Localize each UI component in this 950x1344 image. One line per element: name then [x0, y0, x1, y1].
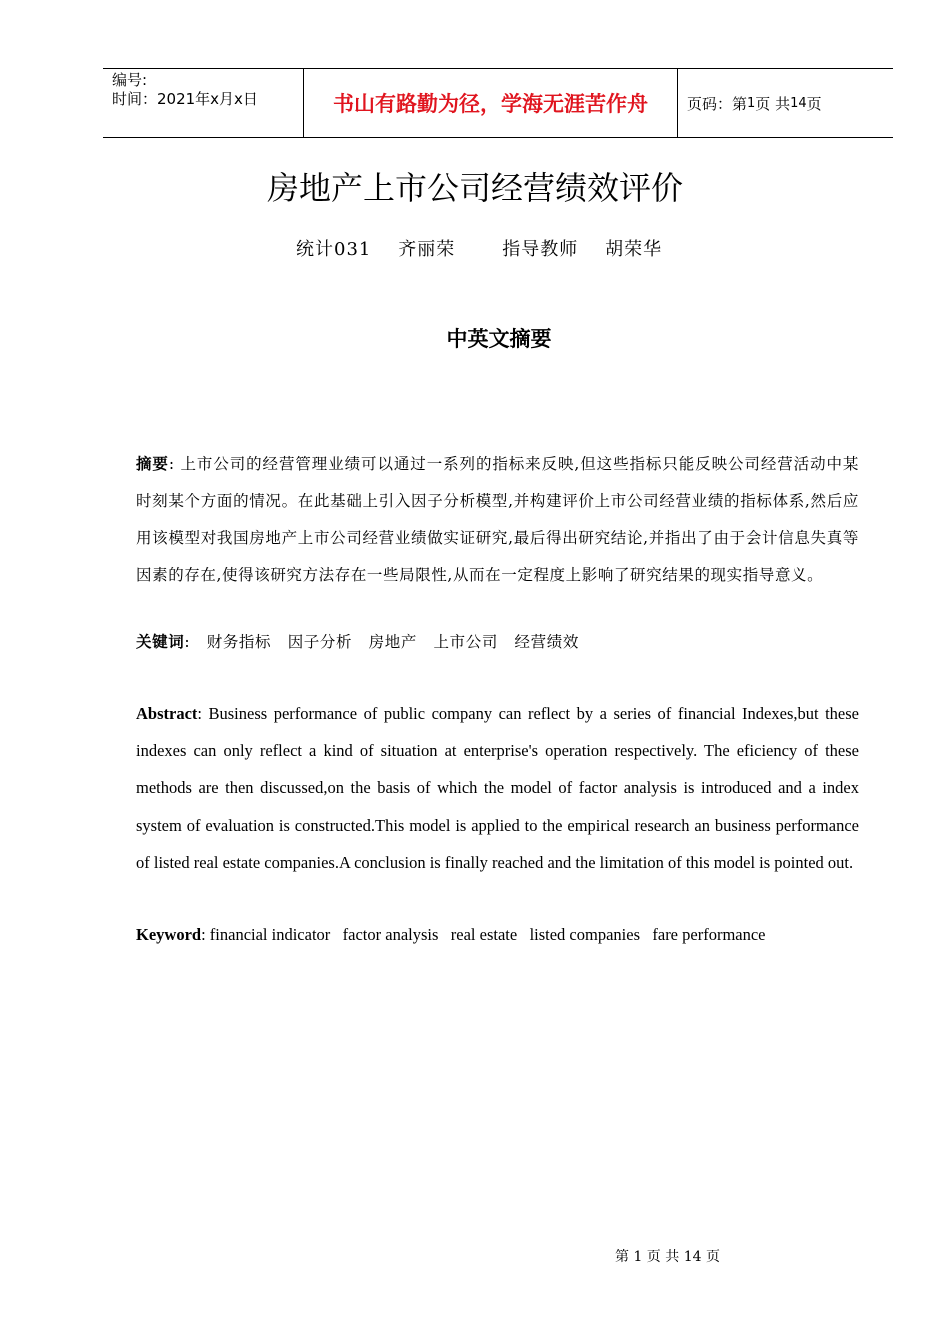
page-footer: 第 1 页 共 14 页: [615, 1249, 720, 1265]
section-heading: 中英文摘要: [446, 327, 552, 351]
page-number: 1: [747, 95, 756, 111]
keywords-en-label: Keyword: [136, 925, 202, 944]
abstract-english: [136, 695, 859, 881]
keywords-en-text: : financial indicator factor analysis real estate listed companies fare performance: [201, 925, 766, 944]
abstract-cn-label: 摘要: [136, 455, 169, 473]
page-mid: 页 共: [755, 94, 791, 113]
page-total: 14: [790, 95, 807, 111]
doc-number-label: 编号:: [112, 71, 148, 89]
abstract-chinese: [136, 446, 859, 594]
page-suffix: 页: [806, 94, 822, 113]
abstract-en-label: Abstract: [136, 704, 198, 723]
abstract-en-text: : Business performance of public company can reflect by a series of financial Indexes,but these indexes can only reflect a kind of situation at enterprise's operation respectively. The eficiency of these methods are then discussed,on the basis of which the model of factor analysis is introduced and a index system of evaluation is constructed.This model is applied to the empirical research an business performance of listed real estate companies.A conclusion is finally reached and the limitation of this model is pointed out.: [136, 704, 859, 872]
abstract-cn-text: : 上市公司的经营管理业绩可以通过一系列的指标来反映,但这些指标只能反映公司经营活动中某时刻某个方面的情况。在此基础上引入因子分析模型,并构建评价上市公司经营业绩的指标体系,然后应用该模型对我国房地产上市公司经营业绩做实证研究,最后得出研究结论,并指出了由于会计信息失真等因素的存在,使得该研究方法存在一些局限性,从而在一定程度上影响了研究结果的现实指导意义。: [136, 455, 859, 584]
doc-time-label: 时间：2021年x月x日: [112, 90, 258, 108]
keywords-cn-text: : 财务指标 因子分析 房地产 上市公司 经营绩效: [184, 633, 579, 651]
header-motto: 书山有路勤为径，学海无涯苦作舟: [333, 92, 648, 116]
page-prefix: 页码：第: [687, 94, 748, 113]
keywords-cn-label: 关键词: [136, 633, 185, 651]
header-divider: [677, 69, 678, 137]
document-title: 房地产上市公司经营绩效评价: [266, 169, 683, 207]
keywords-chinese: [136, 630, 579, 652]
author-line: 统计031 齐丽荣 指导教师 胡荣华: [296, 239, 663, 260]
keywords-english: [136, 916, 766, 953]
page-header: [103, 68, 893, 138]
header-meta: [112, 71, 258, 109]
header-page-indicator: [687, 69, 822, 137]
